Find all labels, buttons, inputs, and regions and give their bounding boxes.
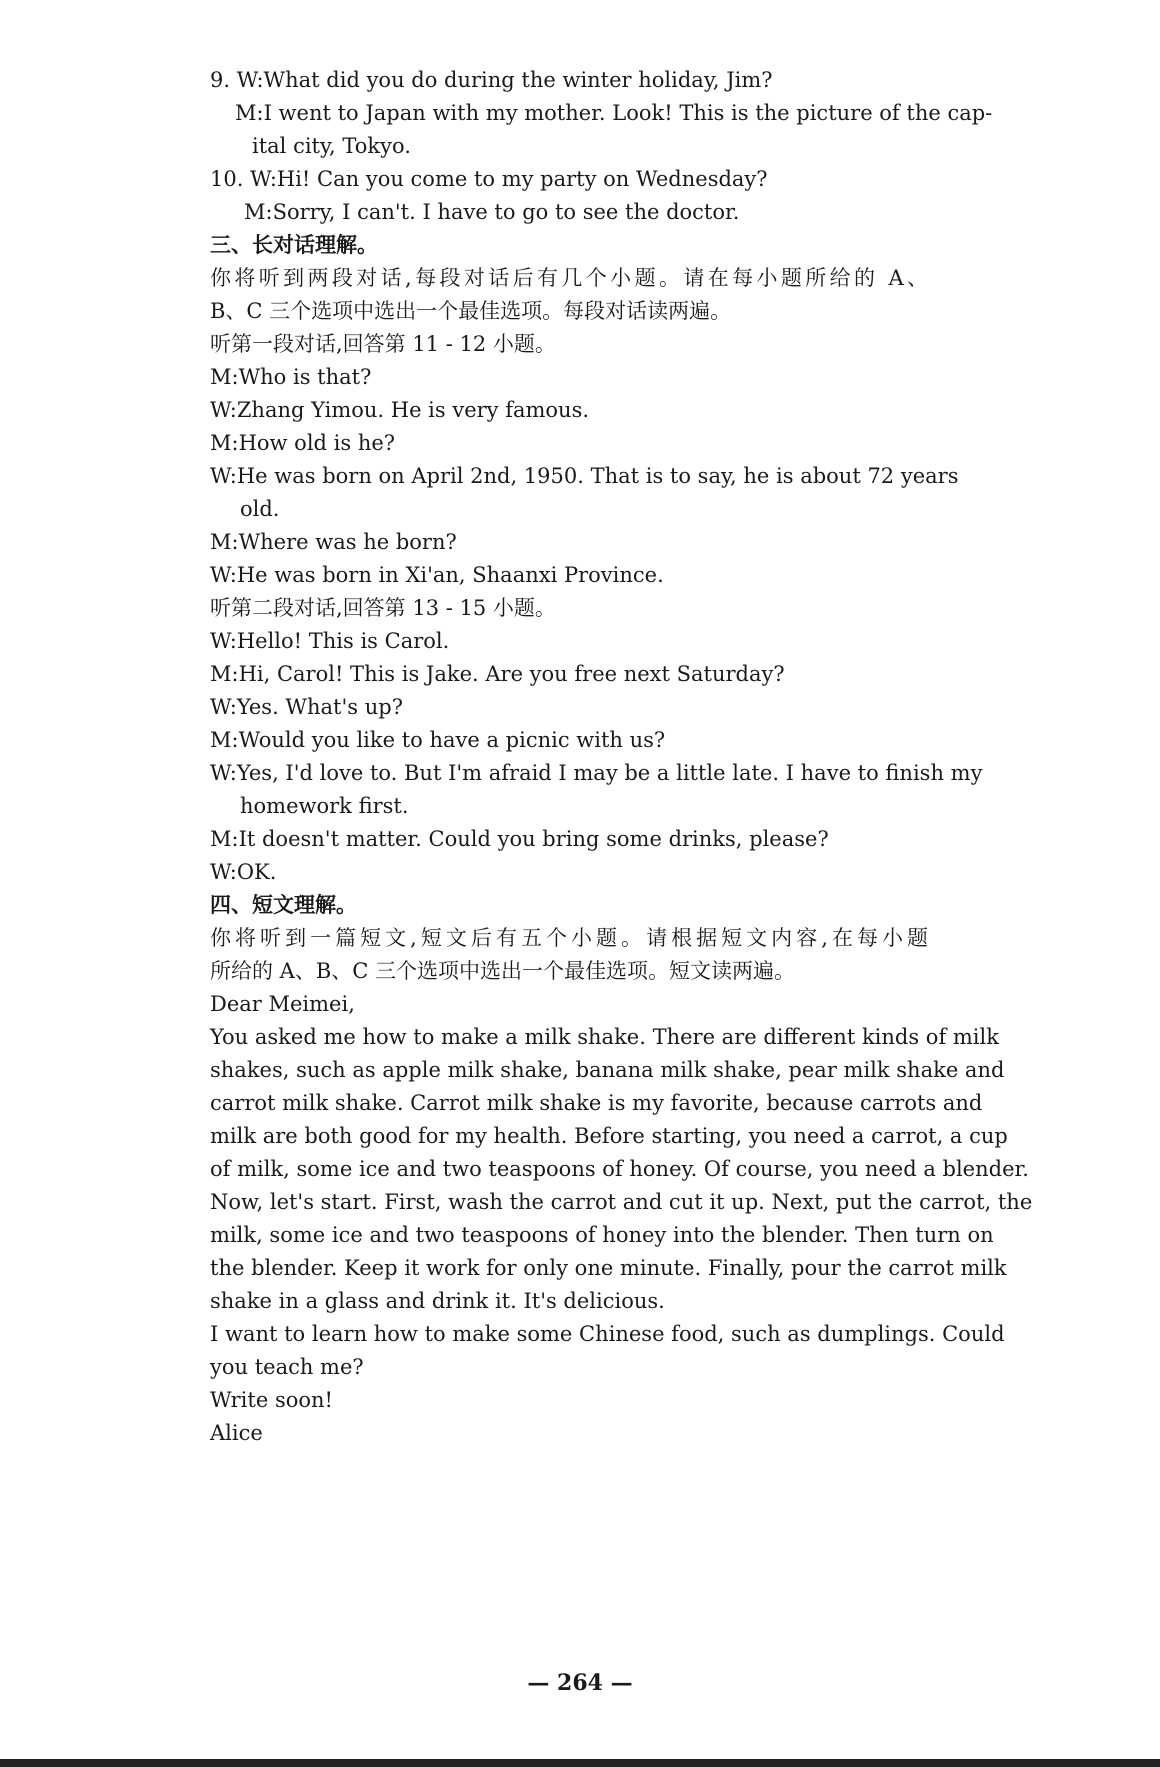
letter-closing: Write soon! xyxy=(210,1388,333,1412)
letter-body-line: Now, let's start. First, wash the carrot and cut it up. Next, put the carrot, the xyxy=(210,1190,1033,1214)
dialogue2-line: W:Yes. What's up? xyxy=(210,695,403,719)
section3-instructions-line1: 你将听到两段对话,每段对话后有几个小题。请在每小题所给的 A、 xyxy=(210,266,928,290)
dialogue1-line: M:Who is that? xyxy=(210,365,372,389)
section4-instructions-line1: 你将听到一篇短文,短文后有五个小题。请根据短文内容,在每小题 xyxy=(210,926,928,950)
letter-body-line: I want to learn how to make some Chinese food, such as dumplings. Could xyxy=(210,1322,1005,1346)
dialogue1-line: old. xyxy=(240,497,280,521)
dialogue2-line: W:OK. xyxy=(210,860,277,884)
letter-body-line: milk, some ice and two teaspoons of honey into the blender. Then turn on xyxy=(210,1223,994,1247)
letter-body-line: you teach me? xyxy=(210,1355,364,1379)
letter-body-line: the blender. Keep it work for only one minute. Finally, pour the carrot milk xyxy=(210,1256,1007,1280)
section4-heading: 四、短文理解。 xyxy=(210,893,357,917)
letter-body-line: milk are both good for my health. Before starting, you need a carrot, a cup xyxy=(210,1124,1008,1148)
letter-body-line: shakes, such as apple milk shake, banana milk shake, pear milk shake and xyxy=(210,1058,1005,1082)
dialogue-line-q10-w: 10. W:Hi! Can you come to my party on Wednesday? xyxy=(210,167,768,191)
dialogue2-line: homework first. xyxy=(240,794,409,818)
section4-instructions-line2: 所给的 A、B、C 三个选项中选出一个最佳选项。短文读两遍。 xyxy=(210,959,796,983)
dialogue1-line: W:He was born in Xi'an, Shaanxi Province. xyxy=(210,563,664,587)
dialogue1-line: M:How old is he? xyxy=(210,431,396,455)
letter-signature: Alice xyxy=(210,1421,263,1445)
dialogue2-line: M:Hi, Carol! This is Jake. Are you free next Saturday? xyxy=(210,662,785,686)
letter-body-line: You asked me how to make a milk shake. There are different kinds of milk xyxy=(210,1025,999,1049)
dialogue2-line: W:Hello! This is Carol. xyxy=(210,629,450,653)
page-number: — 264 — xyxy=(527,1670,633,1696)
section3-heading: 三、长对话理解。 xyxy=(210,233,378,257)
dialogue-line-q9-m-cont: ital city, Tokyo. xyxy=(252,134,411,158)
letter-salutation: Dear Meimei, xyxy=(210,992,355,1016)
dialogue2-line: W:Yes, I'd love to. But I'm afraid I may be a little late. I have to finish my xyxy=(210,761,983,785)
letter-body-line: carrot milk shake. Carrot milk shake is my favorite, because carrots and xyxy=(210,1091,983,1115)
letter-body-line: of milk, some ice and two teaspoons of honey. Of course, you need a blender. xyxy=(210,1157,1029,1181)
section3-instructions-line2: B、C 三个选项中选出一个最佳选项。每段对话读两遍。 xyxy=(210,299,732,323)
dialogue-line-q9-m: M:I went to Japan with my mother. Look! This is the picture of the cap- xyxy=(235,101,993,125)
dialogue1-intro: 听第一段对话,回答第 11 - 12 小题。 xyxy=(210,332,556,356)
letter-body-line: shake in a glass and drink it. It's delicious. xyxy=(210,1289,665,1313)
dialogue2-line: M:Would you like to have a picnic with us? xyxy=(210,728,666,752)
dialogue-line-q9-w: 9. W:What did you do during the winter holiday, Jim? xyxy=(210,68,773,92)
dialogue1-line: W:He was born on April 2nd, 1950. That is to say, he is about 72 years xyxy=(210,464,959,488)
dialogue2-intro: 听第二段对话,回答第 13 - 15 小题。 xyxy=(210,596,556,620)
scan-edge-bar xyxy=(0,1759,1160,1767)
page-content xyxy=(210,64,1033,1450)
dialogue1-line: M:Where was he born? xyxy=(210,530,457,554)
dialogue-line-q10-m: M:Sorry, I can't. I have to go to see the doctor. xyxy=(244,200,740,224)
dialogue2-line: M:It doesn't matter. Could you bring some drinks, please? xyxy=(210,827,829,851)
dialogue1-line: W:Zhang Yimou. He is very famous. xyxy=(210,398,590,422)
